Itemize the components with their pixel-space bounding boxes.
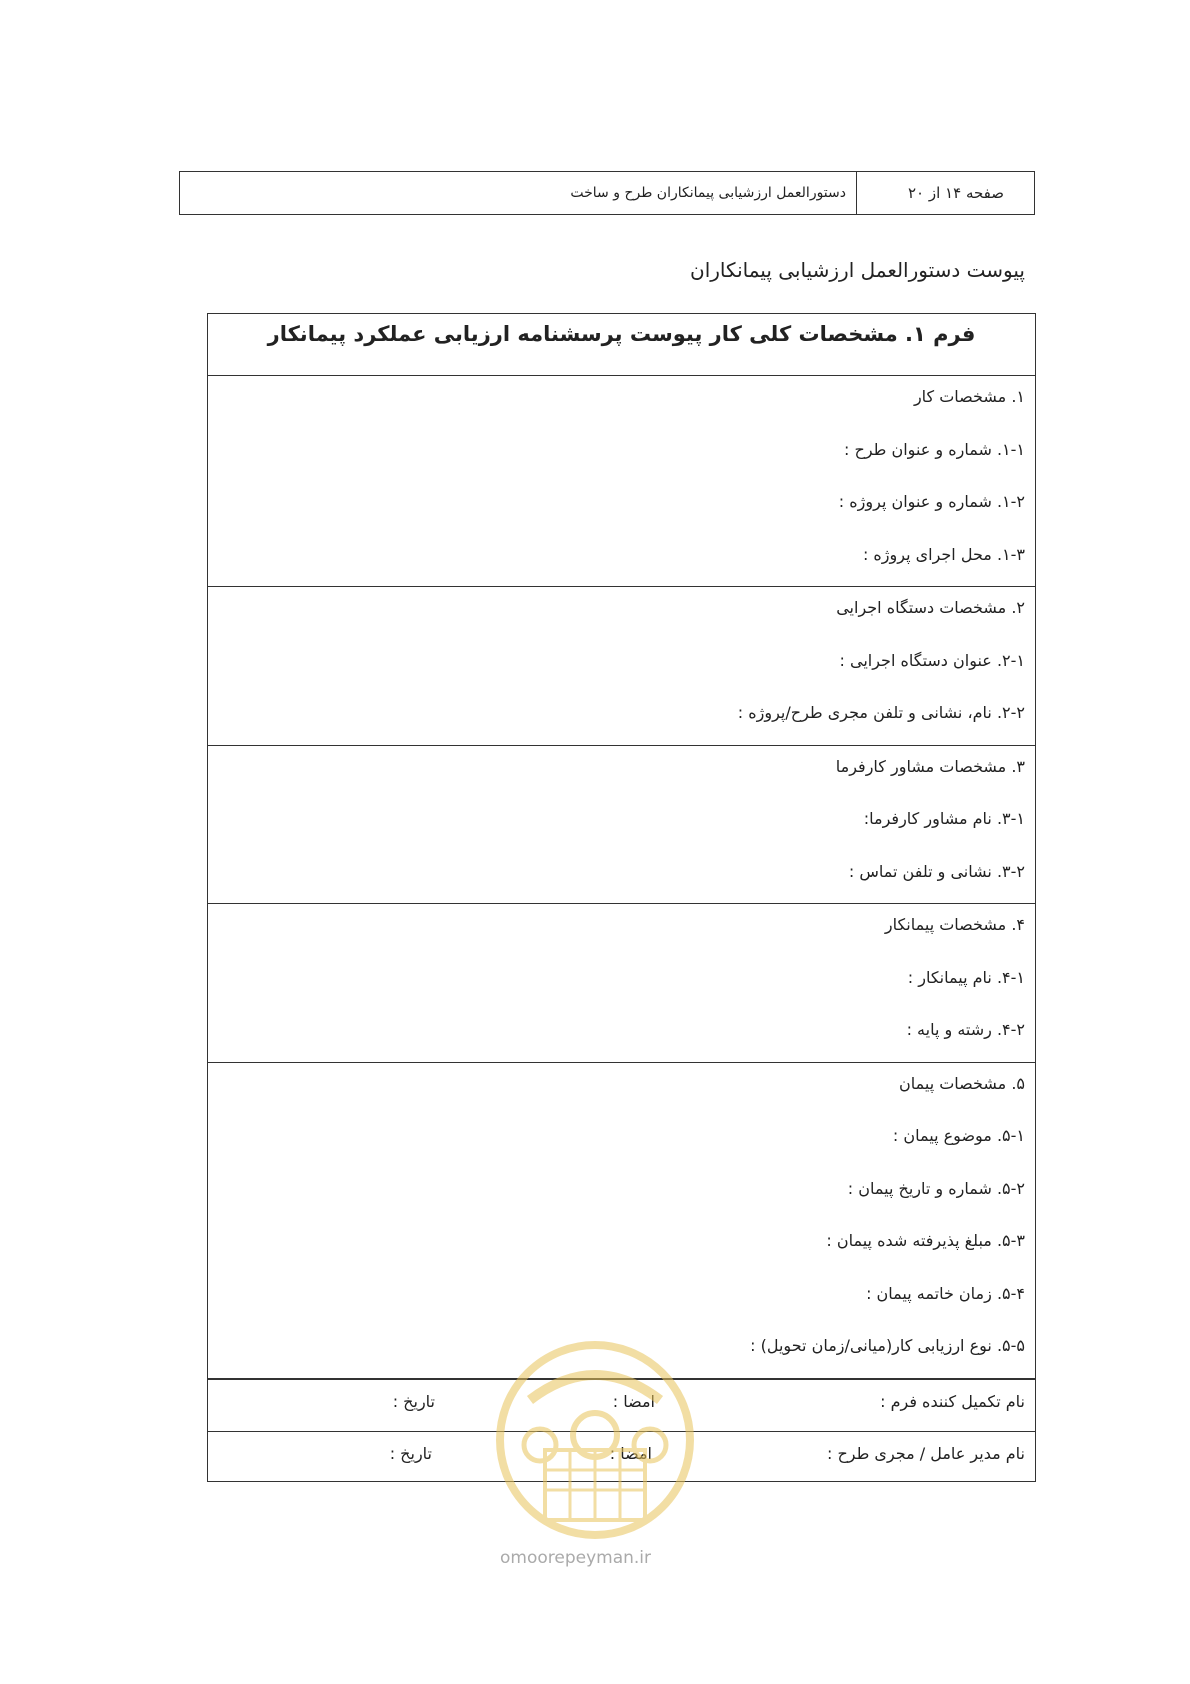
field-label: ۲-۲. نام، نشانی و تلفن مجری طرح/پروژه :: [737, 703, 1025, 722]
sign-label: امضا :: [612, 1391, 655, 1411]
form-table: [207, 313, 1036, 1482]
watermark-logo-icon: [490, 1330, 700, 1570]
field-label: ۱-۲. شماره و عنوان پروژه :: [838, 492, 1025, 511]
form-title: فرم ۱. مشخصات کلی کار پیوست پرسشنامه ارزیابی عملکرد پیمانکار: [208, 314, 1035, 376]
field-label: ۱-۳. محل اجرای پروژه :: [862, 544, 1025, 564]
section-heading: ۲. مشخصات دستگاه اجرایی: [836, 598, 1025, 617]
date-label: تاریخ :: [392, 1391, 435, 1411]
field-label: ۲-۱. عنوان دستگاه اجرایی :: [839, 650, 1025, 670]
document-title: دستورالعمل ارزشیابی پیمانکاران طرح و ساخت: [570, 185, 846, 201]
field-label: ۱-۱. شماره و عنوان طرح :: [844, 439, 1025, 459]
section-heading: ۵. مشخصات پیمان: [899, 1073, 1025, 1093]
section-contractor: [208, 904, 1035, 1063]
section-heading: ۴. مشخصات پیمانکار: [884, 915, 1025, 934]
field-label: ۴-۱. نام پیمانکار :: [907, 967, 1025, 987]
section-consultant: [208, 746, 1035, 905]
field-label: ۳-۲. نشانی و تلفن تماس :: [848, 861, 1025, 881]
section-work-specs: [208, 376, 1035, 587]
field-label: ۵-۵. نوع ارزیابی کار(میانی/زمان تحویل) :: [750, 1336, 1025, 1355]
watermark-site: omoorepeyman.ir: [500, 1548, 652, 1568]
field-label: ۵-۱. موضوع پیمان :: [892, 1126, 1025, 1145]
section-executive-agency: [208, 587, 1035, 746]
field-label: ۵-۳. مبلغ پذیرفته شده پیمان :: [826, 1231, 1025, 1250]
page-header: [179, 171, 1035, 215]
page-number: صفحه ۱۴ از ۲۰: [856, 172, 1034, 214]
field-label: ۵-۴. زمان خاتمه پیمان :: [866, 1283, 1025, 1303]
section-heading: ۱. مشخصات کار: [913, 387, 1025, 406]
field-label: ۵-۲. شماره و تاریخ پیمان :: [847, 1178, 1025, 1198]
field-label: ۴-۲. رشته و پایه :: [906, 1020, 1025, 1039]
name-label: نام مدیر عامل / مجری طرح :: [826, 1443, 1025, 1463]
date-label: تاریخ :: [389, 1443, 432, 1463]
section-heading: ۳. مشخصات مشاور کارفرما: [835, 756, 1025, 776]
field-label: ۳-۱. نام مشاور کارفرما:: [863, 809, 1025, 828]
name-label: نام تکمیل کننده فرم :: [880, 1391, 1025, 1411]
appendix-title: پیوست دستورالعمل ارزشیابی پیمانکاران: [690, 258, 1025, 282]
sign-label: امضا :: [609, 1443, 652, 1463]
